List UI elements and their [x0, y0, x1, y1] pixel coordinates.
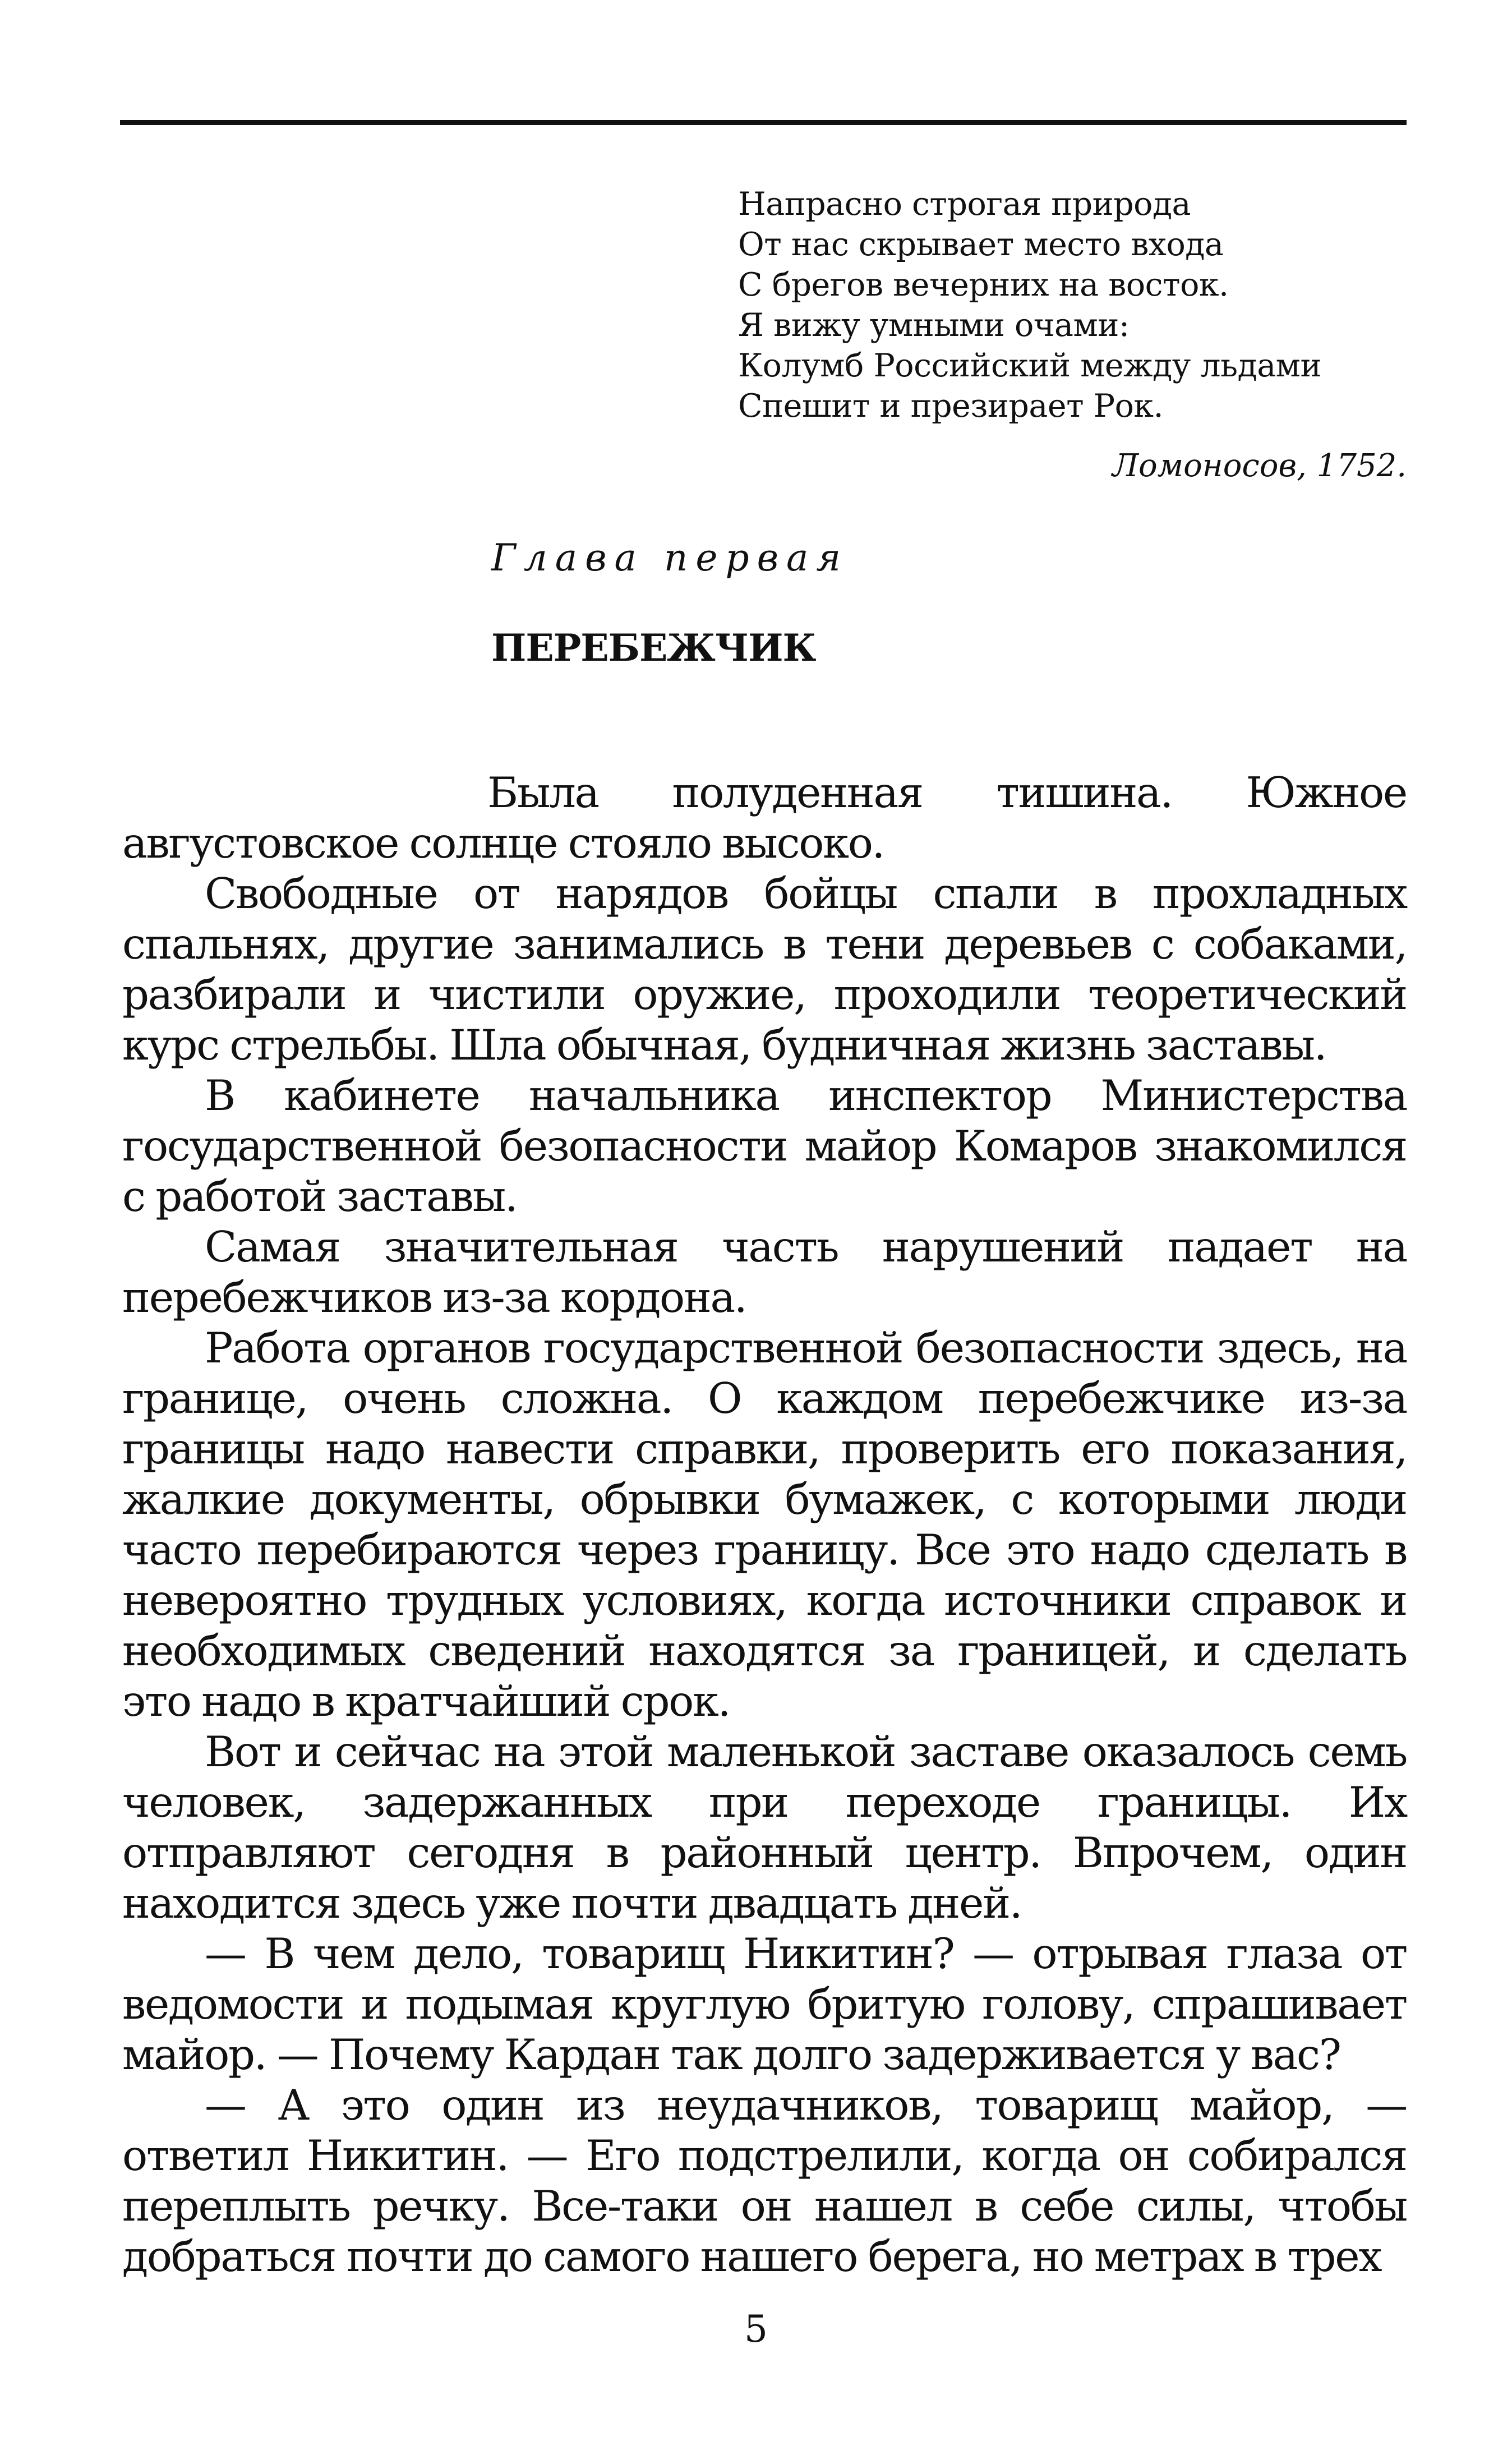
- top-rule: [120, 120, 1407, 125]
- epigraph-line: Спешит и презирает Рок.: [738, 388, 1164, 425]
- epigraph-line: Напрасно строгая природа: [738, 186, 1191, 223]
- paragraph: В кабинете начальника инспектор Министерства государственной безопасности майор Комаров знакомился с работой заставы.: [122, 1071, 1407, 1221]
- epigraph: [738, 184, 1411, 426]
- paragraph: Работа органов государственной безопасности здесь, на границе, очень сложна. О каждом перебежчике из-за границы надо навести справки, проверить его показания, жалкие документы, обрывки бумажек, с которыми люди часто перебираются через границу. Все это надо сделать в невероятно трудных условиях, когда источники справок и необходимых сведений находятся за границей, и сделать это надо в кратчайший срок.: [122, 1323, 1407, 1726]
- epigraph-line: От нас скрывает место входа: [738, 226, 1224, 263]
- chapter-label: Глава первая: [491, 536, 849, 579]
- epigraph-line: Я вижу умными очами:: [738, 307, 1130, 344]
- epigraph-line: С брегов вечерних на восток.: [738, 266, 1229, 303]
- page-number: 5: [744, 2308, 768, 2351]
- paragraph: Была полуденная тишина. Южное августовское солнце стояло высоко.: [122, 768, 1407, 868]
- body-text: [122, 767, 1407, 2282]
- paragraph: — В чем дело, товарищ Никитин? — отрывая глаза от ведомости и подымая круглую бритую голову, спрашивает майор. — Почему Кардан так долго задерживается у вас?: [122, 1929, 1407, 2079]
- paragraph: Вот и сейчас на этой маленькой заставе оказалось семь человек, задержанных при переходе границы. Их отправляют сегодня в районный центр. Впрочем, один находится здесь уже почти двадцать дней.: [122, 1727, 1407, 1928]
- paragraph: — А это один из неудачников, товарищ майор, — ответил Никитин. — Его подстрелили, когда он собирался переплыть речку. Все-таки он нашел в себе силы, чтобы добраться почти до самого нашего берега, но метрах в трех: [122, 2080, 1407, 2281]
- chapter-title: ПЕРЕБЕЖЧИК: [491, 626, 816, 670]
- epigraph-line: Колумб Российский между льдами: [738, 347, 1322, 384]
- epigraph-attribution: Ломоносов, 1752.: [1112, 448, 1407, 484]
- paragraph: Самая значительная часть нарушений падает на перебежчиков из-за кордона.: [122, 1222, 1407, 1322]
- paragraph: Свободные от нарядов бойцы спали в прохладных спальнях, другие занимались в тени деревьев с собаками, разбирали и чистили оружие, проходили теоретический курс стрельбы. Шла обычная, будничная жизнь заставы.: [122, 869, 1407, 1070]
